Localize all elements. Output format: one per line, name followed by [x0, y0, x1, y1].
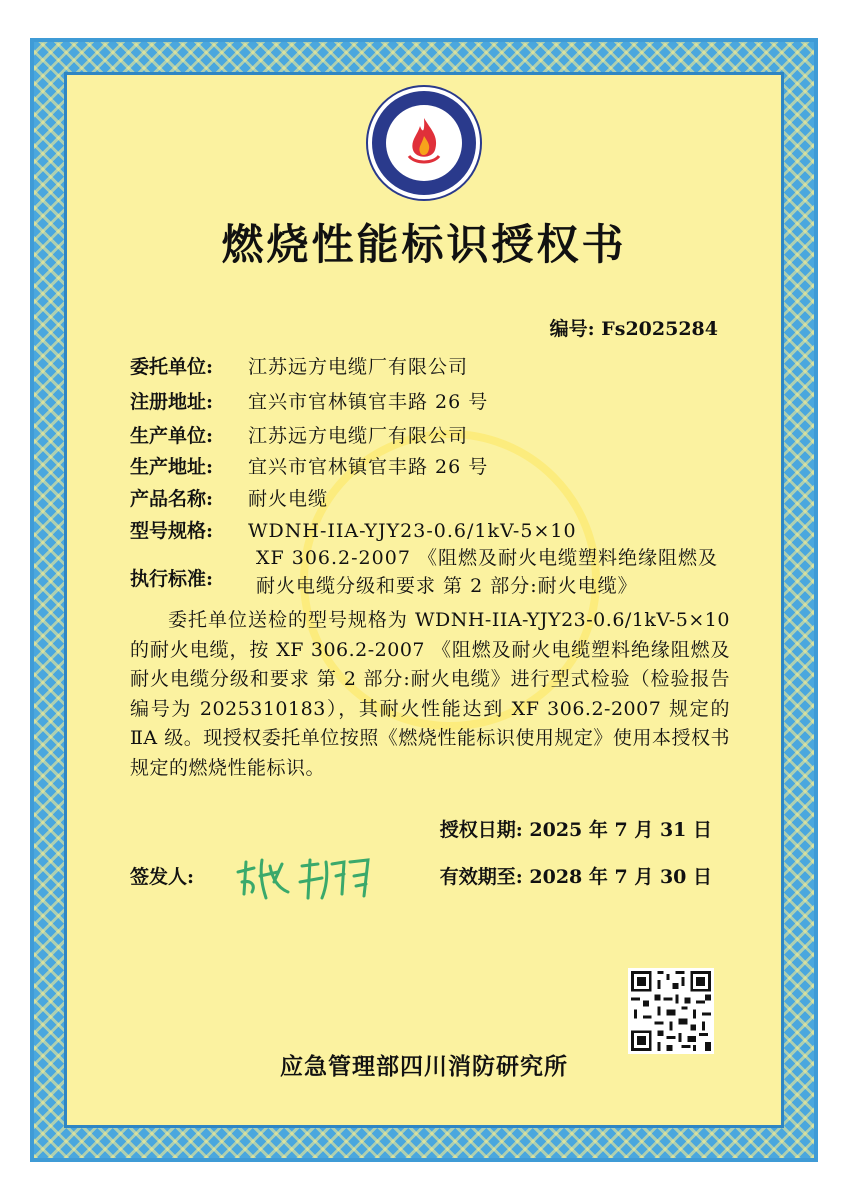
- standard-label: 执行标准:: [130, 568, 214, 590]
- field-value: 宜兴市官林镇官丰路 26 号: [248, 391, 489, 413]
- signer-label: 签发人:: [130, 866, 195, 888]
- signature-image: [232, 842, 382, 912]
- certificate-title: 燃烧性能标识授权书: [221, 220, 627, 269]
- field-label: 生产地址:: [130, 456, 214, 478]
- field-row-registered-address: [130, 387, 488, 414]
- field-label: 委托单位:: [130, 356, 214, 378]
- valid-until-date: 有效期至: 2028 年 7 月 30 日: [439, 866, 712, 888]
- authorization-statement: 委托单位送检的型号规格为 WDNH-IIA-YJY23-0.6/1kV-5×10 的耐火电缆，按 XF 306.2-2007 《阻燃及耐火电缆塑料绝缘阻燃及耐火电缆分级和要求 第 2 部分:耐火电缆》进行型式检验（检验报告编号为 2025310183），其耐火性能达到 XF 306.2-2007 规定的ⅡA 级。现授权委托单位按照《燃烧性能标识使用规定》使用本授权书规定的燃烧性能标识。: [130, 609, 730, 779]
- field-value: 耐火电缆: [248, 488, 329, 510]
- field-label: 生产单位:: [130, 425, 214, 447]
- field-label: 注册地址:: [130, 391, 214, 413]
- field-row-model: [130, 516, 577, 543]
- certificate-number: 编号: Fs2025284: [549, 318, 718, 340]
- field-row-client: [130, 352, 468, 379]
- standard-value: XF 306.2-2007 《阻燃及耐火电缆塑料绝缘阻燃及耐火电缆分级和要求 第 2 部分:耐火电缆》: [256, 547, 718, 597]
- field-value: WDNH-IIA-YJY23-0.6/1kV-5×10: [248, 520, 577, 542]
- field-value: 宜兴市官林镇官丰路 26 号: [248, 456, 489, 478]
- field-label: 型号规格:: [130, 520, 214, 542]
- field-value: 江苏远方电缆厂有限公司: [248, 425, 469, 447]
- field-value: 江苏远方电缆厂有限公司: [248, 356, 469, 378]
- field-label: 产品名称:: [130, 488, 214, 510]
- field-row-product-name: [130, 484, 328, 511]
- field-row-production-address: [130, 452, 488, 479]
- burning-behavior-logo-icon: [365, 84, 483, 202]
- field-row-manufacturer: [130, 421, 468, 448]
- authorization-date: 授权日期: 2025 年 7 月 31 日: [439, 819, 712, 841]
- issuing-authority: 应急管理部四川消防研究所: [280, 1053, 568, 1080]
- qr-code-icon: [628, 968, 714, 1054]
